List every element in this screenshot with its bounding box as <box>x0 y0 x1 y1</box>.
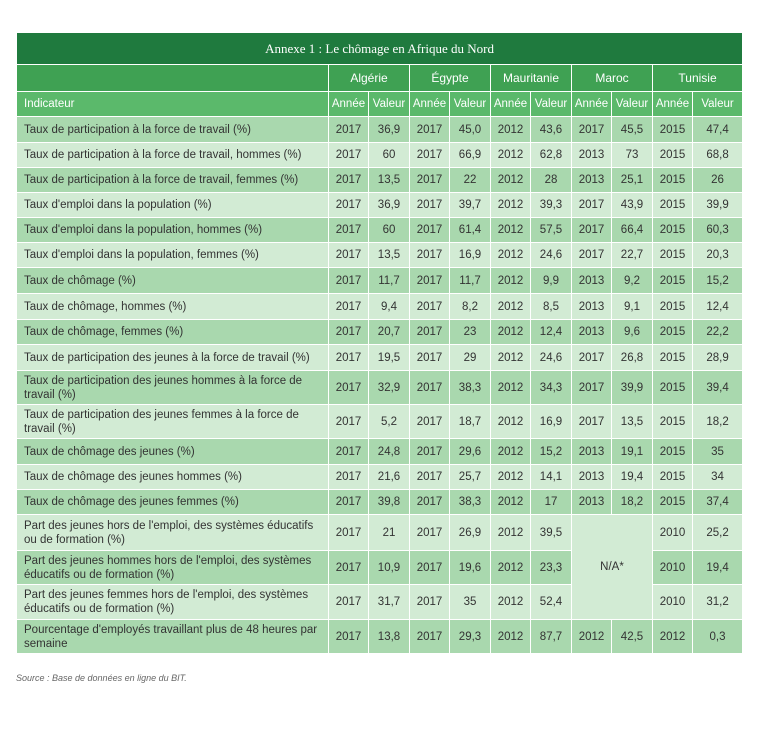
indicator-label: Taux de chômage (%) <box>17 268 329 294</box>
value-cell: 8,2 <box>450 294 491 320</box>
year-cell: 2015 <box>653 294 693 320</box>
value-cell: 19,4 <box>612 465 653 490</box>
year-cell: 2015 <box>653 490 693 515</box>
value-cell: 23 <box>450 320 491 345</box>
value-cell: 9,2 <box>612 268 653 294</box>
year-cell: 2015 <box>653 371 693 405</box>
year-cell: 2010 <box>653 585 693 620</box>
indicator-label: Taux de participation à la force de travail (%) <box>17 117 329 143</box>
year-cell: 2017 <box>410 371 450 405</box>
value-cell: 26 <box>693 168 743 193</box>
indicator-label: Taux d'emploi dans la population (%) <box>17 193 329 218</box>
value-cell: 8,5 <box>531 294 572 320</box>
value-cell: 57,5 <box>531 218 572 243</box>
value-cell: 0,3 <box>693 620 743 654</box>
year-cell: 2010 <box>653 551 693 585</box>
value-cell: 9,9 <box>531 268 572 294</box>
value-cell: 22 <box>450 168 491 193</box>
value-cell: 66,9 <box>450 143 491 168</box>
table-container <box>16 32 742 654</box>
year-cell: 2012 <box>653 620 693 654</box>
year-cell: 2017 <box>572 193 612 218</box>
table-row <box>17 405 743 439</box>
year-cell: 2012 <box>491 345 531 371</box>
value-cell: 11,7 <box>450 268 491 294</box>
table-row <box>17 620 743 654</box>
year-cell: 2012 <box>572 620 612 654</box>
country-mauritanie: Mauritanie <box>491 65 572 92</box>
column-header-row <box>17 92 743 117</box>
value-cell: 9,1 <box>612 294 653 320</box>
year-header: Année <box>410 92 450 117</box>
value-cell: 24,6 <box>531 243 572 268</box>
year-cell: 2015 <box>653 465 693 490</box>
year-cell: 2017 <box>329 243 369 268</box>
year-cell: 2017 <box>410 117 450 143</box>
year-cell: 2017 <box>410 585 450 620</box>
indicator-label: Taux de participation à la force de travail, femmes (%) <box>17 168 329 193</box>
year-cell: 2017 <box>410 551 450 585</box>
value-header: Valeur <box>450 92 491 117</box>
value-cell: 39,8 <box>369 490 410 515</box>
value-cell: 37,4 <box>693 490 743 515</box>
year-cell: 2017 <box>410 168 450 193</box>
year-cell: 2015 <box>653 439 693 465</box>
year-cell: 2015 <box>653 117 693 143</box>
value-cell: 20,3 <box>693 243 743 268</box>
value-cell: 10,9 <box>369 551 410 585</box>
value-cell: 24,8 <box>369 439 410 465</box>
value-cell: 34 <box>693 465 743 490</box>
year-cell: 2017 <box>410 294 450 320</box>
country-maroc: Maroc <box>572 65 653 92</box>
value-cell: 39,4 <box>693 371 743 405</box>
value-cell: 42,5 <box>612 620 653 654</box>
year-cell: 2017 <box>572 371 612 405</box>
table-row <box>17 439 743 465</box>
value-cell: 31,2 <box>693 585 743 620</box>
year-cell: 2015 <box>653 268 693 294</box>
value-cell: 60 <box>369 143 410 168</box>
value-cell: 18,2 <box>612 490 653 515</box>
indicator-label: Taux de chômage des jeunes hommes (%) <box>17 465 329 490</box>
value-cell: 21,6 <box>369 465 410 490</box>
indicator-header: Indicateur <box>17 92 329 117</box>
table-row <box>17 294 743 320</box>
value-cell: 26,8 <box>612 345 653 371</box>
value-cell: 29,3 <box>450 620 491 654</box>
year-cell: 2013 <box>572 439 612 465</box>
year-cell: 2017 <box>329 117 369 143</box>
year-cell: 2017 <box>329 405 369 439</box>
value-cell: 18,2 <box>693 405 743 439</box>
year-cell: 2013 <box>572 490 612 515</box>
value-cell: 21 <box>369 515 410 551</box>
value-cell: 68,8 <box>693 143 743 168</box>
year-cell: 2013 <box>572 320 612 345</box>
value-cell: 60,3 <box>693 218 743 243</box>
year-cell: 2013 <box>572 168 612 193</box>
year-cell: 2012 <box>491 585 531 620</box>
year-cell: 2013 <box>572 143 612 168</box>
value-cell: 45,0 <box>450 117 491 143</box>
value-cell: 28 <box>531 168 572 193</box>
value-cell: 47,4 <box>693 117 743 143</box>
value-cell: 17 <box>531 490 572 515</box>
year-cell: 2017 <box>329 371 369 405</box>
year-cell: 2012 <box>491 143 531 168</box>
year-cell: 2012 <box>491 620 531 654</box>
year-cell: 2017 <box>410 405 450 439</box>
value-cell: 18,7 <box>450 405 491 439</box>
value-cell: 87,7 <box>531 620 572 654</box>
year-cell: 2017 <box>410 345 450 371</box>
year-cell: 2012 <box>491 168 531 193</box>
year-cell: 2017 <box>329 490 369 515</box>
year-cell: 2012 <box>491 193 531 218</box>
value-cell: 39,5 <box>531 515 572 551</box>
table-row <box>17 168 743 193</box>
table-row <box>17 117 743 143</box>
year-header: Année <box>329 92 369 117</box>
year-cell: 2017 <box>329 551 369 585</box>
year-header: Année <box>572 92 612 117</box>
value-cell: 29,6 <box>450 439 491 465</box>
year-cell: 2017 <box>329 515 369 551</box>
year-cell: 2017 <box>329 320 369 345</box>
year-cell: 2013 <box>572 465 612 490</box>
year-cell: 2017 <box>329 218 369 243</box>
value-cell: 34,3 <box>531 371 572 405</box>
indicator-label: Pourcentage d'employés travaillant plus de 48 heures par semaine <box>17 620 329 654</box>
value-cell: 36,9 <box>369 193 410 218</box>
year-cell: 2012 <box>491 551 531 585</box>
year-cell: 2012 <box>491 465 531 490</box>
year-cell: 2017 <box>329 294 369 320</box>
value-cell: 62,8 <box>531 143 572 168</box>
value-cell: 43,9 <box>612 193 653 218</box>
year-cell: 2017 <box>572 243 612 268</box>
value-cell: 61,4 <box>450 218 491 243</box>
year-cell: 2012 <box>491 405 531 439</box>
value-cell: 24,6 <box>531 345 572 371</box>
year-cell: 2017 <box>572 405 612 439</box>
value-cell: 19,1 <box>612 439 653 465</box>
value-cell: 39,7 <box>450 193 491 218</box>
value-cell: 15,2 <box>531 439 572 465</box>
value-cell: 19,4 <box>693 551 743 585</box>
year-cell: 2015 <box>653 243 693 268</box>
year-cell: 2015 <box>653 320 693 345</box>
year-cell: 2017 <box>410 143 450 168</box>
value-cell: 20,7 <box>369 320 410 345</box>
value-cell: 66,4 <box>612 218 653 243</box>
table-row <box>17 490 743 515</box>
year-cell: 2017 <box>410 515 450 551</box>
indicator-label: Part des jeunes femmes hors de l'emploi, des systèmes éducatifs ou de formation (%) <box>17 585 329 620</box>
country-tunisie: Tunisie <box>653 65 743 92</box>
country-algerie: Algérie <box>329 65 410 92</box>
value-cell: 13,5 <box>369 243 410 268</box>
year-cell: 2017 <box>572 117 612 143</box>
year-cell: 2012 <box>491 371 531 405</box>
value-header: Valeur <box>369 92 410 117</box>
year-cell: 2017 <box>572 345 612 371</box>
source-note: Source : Base de données en ligne du BIT. <box>16 673 187 683</box>
value-cell: 23,3 <box>531 551 572 585</box>
year-cell: 2017 <box>329 168 369 193</box>
value-cell: 28,9 <box>693 345 743 371</box>
indicator-label: Taux de participation des jeunes à la force de travail (%) <box>17 345 329 371</box>
year-cell: 2012 <box>491 515 531 551</box>
year-cell: 2017 <box>410 320 450 345</box>
table-row <box>17 143 743 168</box>
value-header: Valeur <box>693 92 743 117</box>
table-row <box>17 345 743 371</box>
value-cell: 9,4 <box>369 294 410 320</box>
year-header: Année <box>653 92 693 117</box>
value-cell: 38,3 <box>450 371 491 405</box>
value-cell: 14,1 <box>531 465 572 490</box>
table-row <box>17 218 743 243</box>
indicator-label: Taux de participation des jeunes hommes à la force de travail (%) <box>17 371 329 405</box>
value-cell: 36,9 <box>369 117 410 143</box>
value-cell: 13,8 <box>369 620 410 654</box>
value-cell: 45,5 <box>612 117 653 143</box>
year-cell: 2015 <box>653 143 693 168</box>
value-cell: 25,1 <box>612 168 653 193</box>
indicator-label: Taux de chômage, hommes (%) <box>17 294 329 320</box>
value-cell: 16,9 <box>531 405 572 439</box>
year-cell: 2017 <box>329 620 369 654</box>
table-row <box>17 320 743 345</box>
indicator-label: Taux d'emploi dans la population, femmes (%) <box>17 243 329 268</box>
value-cell: 16,9 <box>450 243 491 268</box>
year-cell: 2015 <box>653 168 693 193</box>
year-cell: 2015 <box>653 345 693 371</box>
value-header: Valeur <box>612 92 653 117</box>
value-cell: 15,2 <box>693 268 743 294</box>
year-cell: 2017 <box>410 490 450 515</box>
year-cell: 2012 <box>491 320 531 345</box>
value-cell: 60 <box>369 218 410 243</box>
indicator-label: Part des jeunes hors de l'emploi, des systèmes éducatifs ou de formation (%) <box>17 515 329 551</box>
year-cell: 2015 <box>653 218 693 243</box>
indicator-label: Part des jeunes hommes hors de l'emploi, des systèmes éducatifs ou de formation (%) <box>17 551 329 585</box>
year-cell: 2013 <box>572 294 612 320</box>
na-cell: N/A* <box>572 515 653 620</box>
table-row <box>17 465 743 490</box>
value-cell: 19,6 <box>450 551 491 585</box>
value-cell: 39,9 <box>693 193 743 218</box>
value-cell: 12,4 <box>693 294 743 320</box>
value-cell: 39,3 <box>531 193 572 218</box>
indicator-label: Taux de participation des jeunes femmes à la force de travail (%) <box>17 405 329 439</box>
year-cell: 2017 <box>329 439 369 465</box>
year-header: Année <box>491 92 531 117</box>
year-cell: 2012 <box>491 439 531 465</box>
year-cell: 2017 <box>410 620 450 654</box>
country-egypte: Égypte <box>410 65 491 92</box>
value-cell: 13,5 <box>612 405 653 439</box>
value-cell: 26,9 <box>450 515 491 551</box>
unemployment-table <box>16 32 743 654</box>
title-row <box>17 33 743 65</box>
year-cell: 2015 <box>653 405 693 439</box>
value-cell: 12,4 <box>531 320 572 345</box>
year-cell: 2010 <box>653 515 693 551</box>
value-cell: 38,3 <box>450 490 491 515</box>
value-cell: 13,5 <box>369 168 410 193</box>
table-title: Annexe 1 : Le chômage en Afrique du Nord <box>17 33 743 65</box>
year-cell: 2017 <box>329 465 369 490</box>
year-cell: 2017 <box>329 268 369 294</box>
value-cell: 73 <box>612 143 653 168</box>
year-cell: 2012 <box>491 218 531 243</box>
value-cell: 19,5 <box>369 345 410 371</box>
year-cell: 2012 <box>491 294 531 320</box>
table-row <box>17 243 743 268</box>
year-cell: 2017 <box>410 218 450 243</box>
year-cell: 2017 <box>410 439 450 465</box>
year-cell: 2012 <box>491 243 531 268</box>
indicator-label: Taux de chômage des jeunes (%) <box>17 439 329 465</box>
year-cell: 2017 <box>329 143 369 168</box>
year-cell: 2012 <box>491 117 531 143</box>
value-cell: 22,2 <box>693 320 743 345</box>
year-cell: 2012 <box>491 268 531 294</box>
value-cell: 25,7 <box>450 465 491 490</box>
value-header: Valeur <box>531 92 572 117</box>
year-cell: 2013 <box>572 268 612 294</box>
indicator-label: Taux de participation à la force de travail, hommes (%) <box>17 143 329 168</box>
table-row <box>17 193 743 218</box>
value-cell: 39,9 <box>612 371 653 405</box>
value-cell: 32,9 <box>369 371 410 405</box>
year-cell: 2017 <box>329 585 369 620</box>
year-cell: 2017 <box>410 465 450 490</box>
indicator-label: Taux d'emploi dans la population, hommes (%) <box>17 218 329 243</box>
indicator-label: Taux de chômage des jeunes femmes (%) <box>17 490 329 515</box>
value-cell: 22,7 <box>612 243 653 268</box>
table-row <box>17 371 743 405</box>
value-cell: 35 <box>693 439 743 465</box>
indicator-label: Taux de chômage, femmes (%) <box>17 320 329 345</box>
value-cell: 5,2 <box>369 405 410 439</box>
value-cell: 25,2 <box>693 515 743 551</box>
value-cell: 52,4 <box>531 585 572 620</box>
table-row <box>17 515 743 551</box>
year-cell: 2017 <box>410 193 450 218</box>
value-cell: 43,6 <box>531 117 572 143</box>
value-cell: 11,7 <box>369 268 410 294</box>
year-cell: 2017 <box>410 268 450 294</box>
year-cell: 2017 <box>329 193 369 218</box>
year-cell: 2017 <box>410 243 450 268</box>
year-cell: 2015 <box>653 193 693 218</box>
country-header-row <box>17 65 743 92</box>
year-cell: 2012 <box>491 490 531 515</box>
value-cell: 35 <box>450 585 491 620</box>
value-cell: 31,7 <box>369 585 410 620</box>
value-cell: 29 <box>450 345 491 371</box>
table-row <box>17 268 743 294</box>
value-cell: 9,6 <box>612 320 653 345</box>
year-cell: 2017 <box>572 218 612 243</box>
country-header-blank <box>17 65 329 92</box>
year-cell: 2017 <box>329 345 369 371</box>
